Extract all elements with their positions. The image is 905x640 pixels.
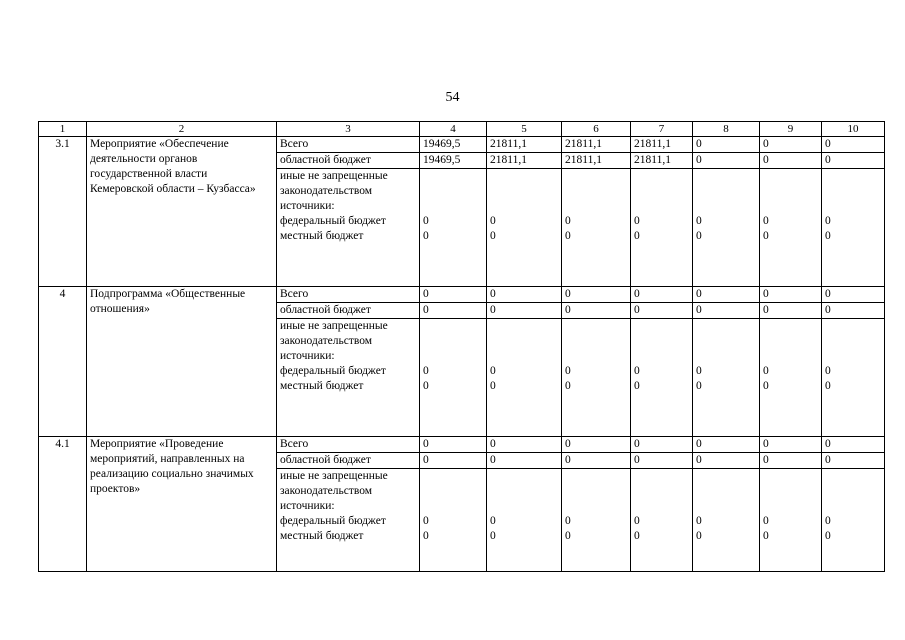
spacer: [825, 469, 881, 514]
budget-table: [38, 121, 885, 572]
value-cell: 0: [487, 437, 562, 453]
source-regional-label: областной бюджет: [277, 303, 420, 319]
value-cell: [420, 469, 487, 572]
value-cell: 0: [760, 153, 822, 169]
value-cell: 0: [693, 453, 760, 469]
source-total-label: Всего: [277, 137, 420, 153]
section-total-row: [39, 437, 885, 453]
spacer: [565, 319, 627, 364]
local-value: 0: [634, 530, 640, 542]
column-header: 5: [487, 122, 562, 137]
federal-value: 0: [490, 215, 496, 227]
value-cell: 0: [760, 303, 822, 319]
local-value: 0: [634, 380, 640, 392]
federal-value: 0: [634, 365, 640, 377]
section-name: Мероприятие «Проведение мероприятий, направленных на реализацию социально значимых проектов»: [87, 437, 277, 572]
value-cell: [693, 169, 760, 287]
local-value: 0: [634, 230, 640, 242]
spacer: [423, 469, 483, 514]
section-number: 4.1: [39, 437, 87, 572]
local-value: 0: [825, 230, 831, 242]
value-cell: 0: [693, 287, 760, 303]
column-header: 6: [562, 122, 631, 137]
federal-value: 0: [490, 515, 496, 527]
federal-value: 0: [696, 215, 702, 227]
local-value: 0: [490, 530, 496, 542]
federal-value: 0: [565, 215, 571, 227]
source-regional-label: областной бюджет: [277, 153, 420, 169]
spacer: [634, 319, 689, 364]
local-value: 0: [696, 230, 702, 242]
value-cell: [693, 469, 760, 572]
value-cell: [562, 319, 631, 437]
local-value: 0: [423, 530, 429, 542]
column-header: 1: [39, 122, 87, 137]
spacer: [825, 319, 881, 364]
federal-value: 0: [565, 515, 571, 527]
column-header: 9: [760, 122, 822, 137]
value-cell: 0: [693, 137, 760, 153]
section-number: 4: [39, 287, 87, 437]
federal-value: 0: [423, 515, 429, 527]
spacer: [423, 319, 483, 364]
value-cell: [760, 469, 822, 572]
column-header: 7: [631, 122, 693, 137]
source-other-line: федеральный бюджет: [280, 215, 386, 227]
value-cell: 0: [487, 303, 562, 319]
source-other-line: местный бюджет: [280, 380, 364, 392]
federal-value: 0: [423, 215, 429, 227]
value-cell: [631, 319, 693, 437]
value-cell: 0: [822, 303, 885, 319]
value-cell: 0: [487, 287, 562, 303]
value-cell: 0: [562, 453, 631, 469]
value-cell: 19469,5: [420, 153, 487, 169]
source-other-line: местный бюджет: [280, 530, 364, 542]
column-header: 2: [87, 122, 277, 137]
section-total-row: [39, 137, 885, 153]
spacer: [763, 469, 818, 514]
federal-value: 0: [825, 365, 831, 377]
federal-value: 0: [696, 365, 702, 377]
value-cell: 0: [822, 437, 885, 453]
value-cell: 21811,1: [562, 153, 631, 169]
value-cell: [487, 169, 562, 287]
section-total-row: [39, 287, 885, 303]
value-cell: 0: [822, 453, 885, 469]
local-value: 0: [763, 530, 769, 542]
federal-value: 0: [634, 515, 640, 527]
source-other-line: местный бюджет: [280, 230, 364, 242]
source-other-label: [277, 319, 420, 437]
section-number: 3.1: [39, 137, 87, 287]
local-value: 0: [825, 530, 831, 542]
local-value: 0: [763, 230, 769, 242]
value-cell: 0: [562, 303, 631, 319]
column-header: 10: [822, 122, 885, 137]
spacer: [490, 469, 558, 514]
header-row: [39, 122, 885, 137]
value-cell: 0: [562, 287, 631, 303]
federal-value: 0: [763, 215, 769, 227]
page-number: 54: [445, 90, 460, 105]
local-value: 0: [763, 380, 769, 392]
spacer: [696, 469, 756, 514]
federal-value: 0: [696, 515, 702, 527]
value-cell: [420, 169, 487, 287]
federal-value: 0: [763, 515, 769, 527]
value-cell: [822, 319, 885, 437]
value-cell: 19469,5: [420, 137, 487, 153]
column-header: 3: [277, 122, 420, 137]
federal-value: 0: [825, 515, 831, 527]
value-cell: [487, 319, 562, 437]
local-value: 0: [423, 380, 429, 392]
value-cell: [760, 169, 822, 287]
source-other-line: законодательством: [280, 485, 373, 497]
value-cell: [562, 169, 631, 287]
source-other-line: федеральный бюджет: [280, 365, 386, 377]
source-other-line: источники:: [280, 200, 335, 212]
value-cell: 0: [562, 437, 631, 453]
value-cell: [420, 319, 487, 437]
local-value: 0: [490, 230, 496, 242]
spacer: [490, 319, 558, 364]
spacer: [825, 169, 881, 214]
value-cell: 0: [420, 437, 487, 453]
value-cell: 21811,1: [631, 153, 693, 169]
spacer: [565, 169, 627, 214]
section-name: Подпрограмма «Общественные отношения»: [87, 287, 277, 437]
source-total-label: Всего: [277, 437, 420, 453]
value-cell: 0: [760, 437, 822, 453]
local-value: 0: [565, 530, 571, 542]
source-other-line: законодательством: [280, 335, 373, 347]
value-cell: 21811,1: [487, 137, 562, 153]
value-cell: 0: [693, 303, 760, 319]
table-body: [39, 137, 885, 572]
value-cell: 0: [487, 453, 562, 469]
value-cell: [631, 169, 693, 287]
value-cell: 0: [760, 137, 822, 153]
spacer: [696, 319, 756, 364]
value-cell: 0: [822, 137, 885, 153]
spacer: [490, 169, 558, 214]
local-value: 0: [565, 230, 571, 242]
federal-value: 0: [634, 215, 640, 227]
local-value: 0: [565, 380, 571, 392]
source-other-line: источники:: [280, 500, 335, 512]
local-value: 0: [696, 530, 702, 542]
value-cell: [487, 469, 562, 572]
value-cell: 0: [760, 453, 822, 469]
value-cell: [693, 319, 760, 437]
value-cell: 0: [420, 303, 487, 319]
value-cell: [822, 169, 885, 287]
value-cell: 0: [420, 453, 487, 469]
spacer: [565, 469, 627, 514]
spacer: [634, 169, 689, 214]
federal-value: 0: [825, 215, 831, 227]
column-header: 8: [693, 122, 760, 137]
value-cell: 21811,1: [562, 137, 631, 153]
value-cell: 21811,1: [631, 137, 693, 153]
spacer: [763, 169, 818, 214]
value-cell: 0: [760, 287, 822, 303]
value-cell: 0: [420, 287, 487, 303]
value-cell: 0: [631, 437, 693, 453]
local-value: 0: [490, 380, 496, 392]
source-other-line: законодательством: [280, 185, 373, 197]
source-other-label: [277, 169, 420, 287]
source-other-line: иные не запрещенные: [280, 470, 388, 482]
source-total-label: Всего: [277, 287, 420, 303]
source-other-line: иные не запрещенные: [280, 320, 388, 332]
source-other-line: источники:: [280, 350, 335, 362]
federal-value: 0: [490, 365, 496, 377]
section-name: Мероприятие «Обеспечение деятельности органов государственной власти Кемеровской области – Кузбасса»: [87, 137, 277, 287]
federal-value: 0: [423, 365, 429, 377]
source-other-line: иные не запрещенные: [280, 170, 388, 182]
spacer: [763, 319, 818, 364]
value-cell: 0: [822, 153, 885, 169]
value-cell: [822, 469, 885, 572]
value-cell: 0: [693, 153, 760, 169]
value-cell: [760, 319, 822, 437]
spacer: [423, 169, 483, 214]
local-value: 0: [825, 380, 831, 392]
spacer: [634, 469, 689, 514]
source-other-line: федеральный бюджет: [280, 515, 386, 527]
value-cell: 21811,1: [487, 153, 562, 169]
federal-value: 0: [763, 365, 769, 377]
source-other-label: [277, 469, 420, 572]
value-cell: 0: [631, 287, 693, 303]
spacer: [696, 169, 756, 214]
value-cell: 0: [693, 437, 760, 453]
source-regional-label: областной бюджет: [277, 453, 420, 469]
value-cell: 0: [631, 453, 693, 469]
federal-value: 0: [565, 365, 571, 377]
value-cell: 0: [822, 287, 885, 303]
value-cell: [631, 469, 693, 572]
value-cell: [562, 469, 631, 572]
column-header: 4: [420, 122, 487, 137]
local-value: 0: [423, 230, 429, 242]
local-value: 0: [696, 380, 702, 392]
value-cell: 0: [631, 303, 693, 319]
